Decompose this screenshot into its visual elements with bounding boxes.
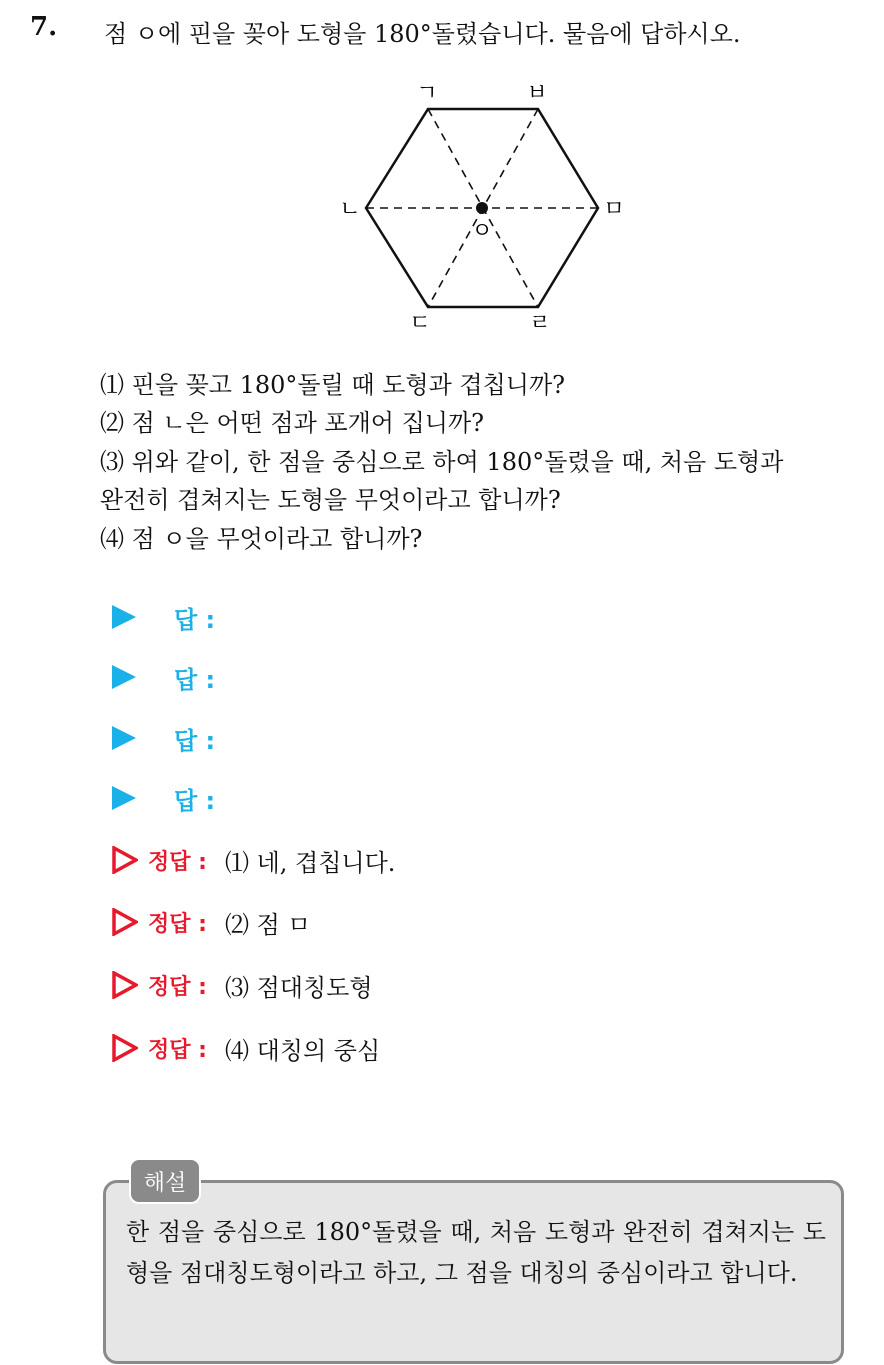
answer-key-text: ⑵ 점 ㅁ [224,910,311,939]
answer-row-3 [112,720,215,756]
play-arrow-icon [112,726,136,750]
answer-key-label: 정답 : [148,1037,207,1063]
label-bottom-left: ㄷ [409,311,431,336]
label-center: ㅇ [471,219,493,244]
answer-label: 답 : [174,786,216,815]
answer-key-row-2 [112,902,311,942]
sub-question-4: ⑷ 점 ㅇ을 무엇이라고 합니까? [100,525,423,553]
answer-row-4 [112,780,215,816]
answer-row-1 [112,599,215,635]
label-right: ㅁ [603,197,625,222]
question-number: 7. [30,12,58,42]
outline-arrow-icon [112,1034,138,1062]
sub-question-3-cont: 완전히 겹쳐지는 도형을 무엇이라고 합니까? [100,486,561,514]
sub-question-3: ⑶ 위와 같이, 한 점을 중심으로 하여 180°돌렸을 때, 처음 도형과 [100,448,784,476]
play-arrow-icon [112,665,136,689]
play-arrow-icon [112,786,136,810]
answer-key-text: ⑷ 대칭의 중심 [224,1036,381,1065]
answer-key-row-3 [112,965,373,1005]
answer-label: 답 : [174,726,216,755]
answer-key-text: ⑴ 네, 겹칩니다. [224,848,396,877]
sub-question-2: ⑵ 점 ㄴ은 어떤 점과 포개어 집니까? [100,409,485,437]
label-left: ㄴ [339,197,361,222]
answer-key-label: 정답 : [148,974,207,1000]
answer-key-label: 정답 : [148,849,207,875]
play-arrow-icon [112,605,136,629]
center-point [476,202,488,214]
sub-question-1: ⑴ 핀을 꽂고 180°돌릴 때 도형과 겹칩니까? [100,371,566,399]
outline-arrow-icon [112,971,138,999]
answer-row-2 [112,659,215,695]
label-bottom-right: ㄹ [529,311,551,336]
answer-key-text: ⑶ 점대칭도형 [224,973,373,1002]
label-top-right: ㅂ [526,81,548,106]
hexagon-diagram [330,78,640,338]
outline-arrow-icon [112,846,138,874]
answer-key-row-4 [112,1028,380,1068]
answer-key-label: 정답 : [148,911,207,937]
answer-key-row-1 [112,840,395,880]
label-top-left: ㄱ [416,81,438,106]
question-text: 점 ㅇ에 핀을 꽂아 도형을 180°돌렸습니다. 물음에 답하시오. [104,20,741,48]
explanation-tag: 해설 [129,1158,201,1204]
answer-label: 답 : [174,605,216,634]
outline-arrow-icon [112,908,138,936]
explanation-text: 한 점을 중심으로 180°돌렸을 때, 처음 도형과 완전히 겹쳐지는 도형을 점대칭도형이라고 하고, 그 점을 대칭의 중심이라고 합니다. [126,1218,826,1287]
answer-label: 답 : [174,665,216,694]
hexagon-figure [330,78,640,342]
